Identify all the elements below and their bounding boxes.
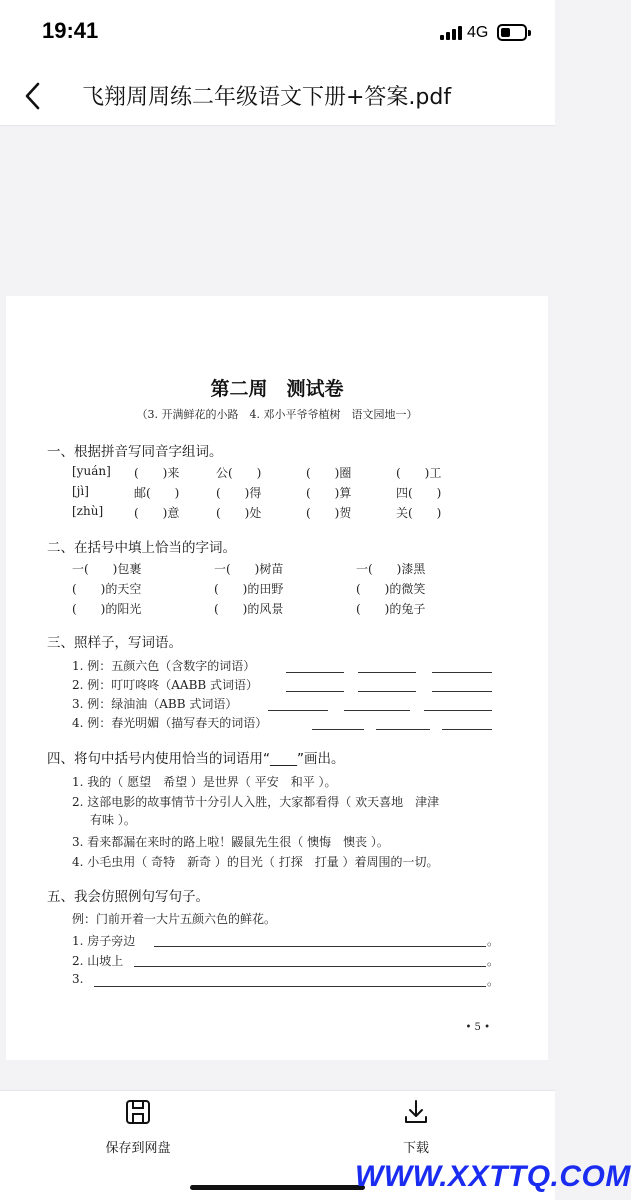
answer-blank [286,691,344,692]
exercise-line: 4. 例：春光明媚（描写春天的词语） [72,716,268,730]
answer-blank [154,946,486,947]
section-heading: 四、将句中括号内使用恰当的词语用“____”画出。 [47,751,345,767]
answer-blank [312,729,364,730]
exercise-line: 1. 房子旁边 [72,934,136,948]
fill-item: ( )的兔子 [356,602,426,616]
fill-item: ( )得 [216,486,262,500]
answer-blank [432,672,492,673]
exercise-line: 1. 我的（ 愿望 希望 ）是世界（ 平安 和平 ）。 [72,775,337,789]
page-number: • 5 • [465,1022,490,1033]
chevron-left-icon [14,76,54,116]
save-disk-icon [123,1097,153,1127]
title-bar [0,64,555,126]
answer-blank [442,729,492,730]
exercise-line: 3. 例：绿油油（ABB 式词语） [72,697,238,711]
exercise-line: 有味 ）。 [90,813,136,827]
period-mark: 。 [487,974,500,988]
download-icon [401,1097,431,1127]
example-sentence: 例：门前开着一大片五颜六色的鲜花。 [72,912,277,926]
status-time: 19:41 [42,18,99,43]
section-heading: 一、根据拼音写同音字组词。 [47,444,223,460]
answer-blank [134,966,486,967]
fill-item: ( )来 [134,466,180,480]
fill-item: 关( ) [396,506,442,520]
answer-blank [424,710,492,711]
answer-blank [432,691,492,692]
exercise-line: 3. 看来都漏在来时的路上啦！鼹鼠先生很（ 懊悔 懊丧 ）。 [72,835,389,849]
status-bar [0,0,555,64]
pdf-page [6,296,548,1060]
answer-blank [358,672,416,673]
section-heading: 二、在括号中填上恰当的字词。 [47,540,236,556]
pinyin-label: [jì] [72,484,89,498]
fill-item: 一( )树苗 [214,562,284,576]
answer-blank [358,691,416,692]
fill-item: ( )的微笑 [356,582,426,596]
answer-blank [94,986,486,987]
home-indicator [190,1185,365,1190]
signal-icon [440,26,462,40]
battery-icon [497,24,527,41]
period-mark: 。 [487,934,500,948]
save-to-cloud-label: 保存到网盘 [105,1141,171,1156]
answer-blank [286,672,344,673]
pinyin-label: [zhù] [72,504,104,518]
download-label: 下载 [402,1141,429,1156]
fill-item: 一( )包裹 [72,562,142,576]
section-heading: 五、我会仿照例句写句子。 [47,889,209,905]
fill-item: ( )工 [396,466,442,480]
answer-blank [344,710,410,711]
save-to-cloud-button[interactable] [78,1097,198,1156]
download-button[interactable] [356,1097,476,1156]
fill-item: ( )的风景 [214,602,284,616]
fill-item: 一( )漆黑 [356,562,426,576]
exercise-line: 2. 这部电影的故事情节十分引人入胜，大家都看得（ 欢天喜地 津津 [72,795,440,809]
exercise-line: 4. 小毛虫用（ 奇特 新奇 ）的目光（ 打探 打量 ）着周围的一切。 [72,855,439,869]
exercise-line: 2. 山坡上 [72,954,124,968]
section-heading: 三、照样子，写词语。 [47,635,182,651]
fill-item: ( )的阳光 [72,602,142,616]
fill-item: ( )的天空 [72,582,142,596]
watermark-text: WWW.XXTTQ.COM [355,1160,631,1193]
page-title: 第二周 测试卷 [210,378,344,400]
network-type: 4G [467,24,489,41]
period-mark: 。 [487,954,500,968]
fill-item: ( )意 [134,506,180,520]
exercise-line: 3. [72,972,84,986]
fill-item: 邮( ) [134,486,180,500]
exercise-line: 2. 例：叮叮咚咚（AABB 式词语） [72,678,259,692]
pinyin-label: [yuán] [72,464,111,478]
document-title: 飞翔周周练二年级语文下册+答案.pdf [82,85,452,110]
fill-item: ( )贺 [306,506,352,520]
fill-item: 四( ) [396,486,442,500]
fill-item: ( )算 [306,486,352,500]
answer-blank [376,729,430,730]
page-subtitle: （3. 开满鲜花的小路 4. 邓小平爷爷植树 语文园地一） [136,408,418,421]
fill-item: ( )圈 [306,466,352,480]
back-button[interactable] [14,76,54,116]
fill-item: ( )的田野 [214,582,284,596]
answer-blank [268,710,328,711]
fill-item: 公( ) [216,466,262,480]
exercise-line: 1. 例：五颜六色（含数字的词语） [72,659,256,673]
fill-item: ( )处 [216,506,262,520]
